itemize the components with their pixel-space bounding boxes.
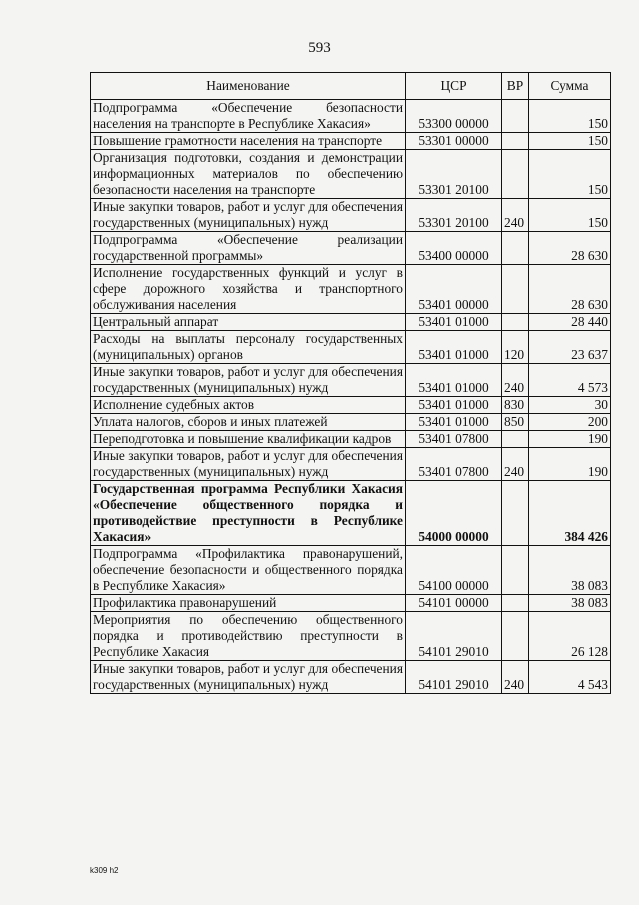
row-csr: 54000 00000: [406, 481, 502, 546]
table-row: [91, 448, 611, 481]
row-name: Уплата налогов, сборов и иных платежей: [91, 414, 406, 431]
row-name: Иные закупки товаров, работ и услуг для обеспечения государственных (муниципальных) нужд: [91, 364, 406, 397]
row-sum: 150: [529, 150, 611, 199]
table-row: [91, 314, 611, 331]
row-vr: 240: [502, 448, 529, 481]
row-csr: 53301 00000: [406, 133, 502, 150]
row-sum: 4 543: [529, 661, 611, 694]
row-csr: 53300 00000: [406, 100, 502, 133]
table-row: [91, 595, 611, 612]
table-row: [91, 100, 611, 133]
row-csr: 53400 00000: [406, 232, 502, 265]
row-vr: [502, 265, 529, 314]
row-sum: 30: [529, 397, 611, 414]
row-name: Повышение грамотности населения на транспорте: [91, 133, 406, 150]
row-vr: [502, 612, 529, 661]
row-name: Исполнение судебных актов: [91, 397, 406, 414]
row-sum: 38 083: [529, 546, 611, 595]
table-row: [91, 612, 611, 661]
table-row: [91, 431, 611, 448]
row-csr: 53401 07800: [406, 448, 502, 481]
row-sum: 4 573: [529, 364, 611, 397]
row-sum: 190: [529, 431, 611, 448]
row-name: Иные закупки товаров, работ и услуг для обеспечения государственных (муниципальных) нужд: [91, 661, 406, 694]
row-vr: 830: [502, 397, 529, 414]
row-name: Организация подготовки, создания и демонстрации информационных материалов по обеспечению безопасности населения на транспорте: [91, 150, 406, 199]
row-vr: 850: [502, 414, 529, 431]
row-csr: 53401 01000: [406, 314, 502, 331]
row-csr: 54101 29010: [406, 612, 502, 661]
row-sum: 23 637: [529, 331, 611, 364]
row-csr: 53401 01000: [406, 364, 502, 397]
row-vr: [502, 133, 529, 150]
row-csr: 53301 20100: [406, 199, 502, 232]
row-vr: [502, 150, 529, 199]
row-vr: 120: [502, 331, 529, 364]
budget-table: [90, 72, 611, 694]
footer-code: k309 h2: [90, 866, 119, 875]
row-csr: 53301 20100: [406, 150, 502, 199]
row-sum: 190: [529, 448, 611, 481]
table-row: [91, 331, 611, 364]
row-sum: 150: [529, 199, 611, 232]
row-name: Мероприятия по обеспечению общественного порядка и противодействию преступности в Республике Хакасия: [91, 612, 406, 661]
row-vr: [502, 481, 529, 546]
table-row: [91, 265, 611, 314]
row-csr: 54100 00000: [406, 546, 502, 595]
header-sum: Сумма: [529, 73, 611, 100]
row-name: Подпрограмма «Профилактика правонарушений, обеспечение безопасности и общественного порядка в Республике Хакасия»: [91, 546, 406, 595]
header-csr: ЦСР: [406, 73, 502, 100]
row-csr: 53401 01000: [406, 414, 502, 431]
row-sum: 200: [529, 414, 611, 431]
table-row: [91, 546, 611, 595]
row-vr: 240: [502, 199, 529, 232]
row-csr: 54101 29010: [406, 661, 502, 694]
row-name: Центральный аппарат: [91, 314, 406, 331]
row-name: Иные закупки товаров, работ и услуг для обеспечения государственных (муниципальных) нужд: [91, 448, 406, 481]
row-name: Подпрограмма «Обеспечение реализации государственной программы»: [91, 232, 406, 265]
header-vr: ВР: [502, 73, 529, 100]
row-name: Переподготовка и повышение квалификации кадров: [91, 431, 406, 448]
row-sum: 28 630: [529, 265, 611, 314]
table-row: [91, 481, 611, 546]
row-name: Государственная программа Республики Хакасия «Обеспечение общественного порядка и противодействие преступности в Республике Хакасия»: [91, 481, 406, 546]
row-vr: 240: [502, 364, 529, 397]
table-row: [91, 661, 611, 694]
row-vr: [502, 431, 529, 448]
table-row: [91, 199, 611, 232]
header-name: Наименование: [91, 73, 406, 100]
row-name: Профилактика правонарушений: [91, 595, 406, 612]
table-row: [91, 397, 611, 414]
row-vr: [502, 100, 529, 133]
row-vr: [502, 232, 529, 265]
page-number: 593: [308, 40, 331, 56]
row-csr: 53401 07800: [406, 431, 502, 448]
row-sum: 26 128: [529, 612, 611, 661]
row-csr: 53401 01000: [406, 331, 502, 364]
row-vr: [502, 546, 529, 595]
row-sum: 384 426: [529, 481, 611, 546]
row-vr: 240: [502, 661, 529, 694]
table-header-row: [91, 73, 611, 100]
row-name: Подпрограмма «Обеспечение безопасности населения на транспорте в Республике Хакасия»: [91, 100, 406, 133]
row-name: Расходы на выплаты персоналу государственных (муниципальных) органов: [91, 331, 406, 364]
table-row: [91, 364, 611, 397]
row-sum: 150: [529, 133, 611, 150]
row-vr: [502, 314, 529, 331]
row-name: Иные закупки товаров, работ и услуг для обеспечения государственных (муниципальных) нужд: [91, 199, 406, 232]
row-csr: 53401 01000: [406, 397, 502, 414]
row-csr: 54101 00000: [406, 595, 502, 612]
table-row: [91, 414, 611, 431]
row-sum: 28 440: [529, 314, 611, 331]
table-row: [91, 133, 611, 150]
row-name: Исполнение государственных функций и услуг в сфере дорожного хозяйства и транспортного обслуживания населения: [91, 265, 406, 314]
row-sum: 28 630: [529, 232, 611, 265]
row-csr: 53401 00000: [406, 265, 502, 314]
row-sum: 150: [529, 100, 611, 133]
table-row: [91, 232, 611, 265]
table-row: [91, 150, 611, 199]
row-sum: 38 083: [529, 595, 611, 612]
row-vr: [502, 595, 529, 612]
